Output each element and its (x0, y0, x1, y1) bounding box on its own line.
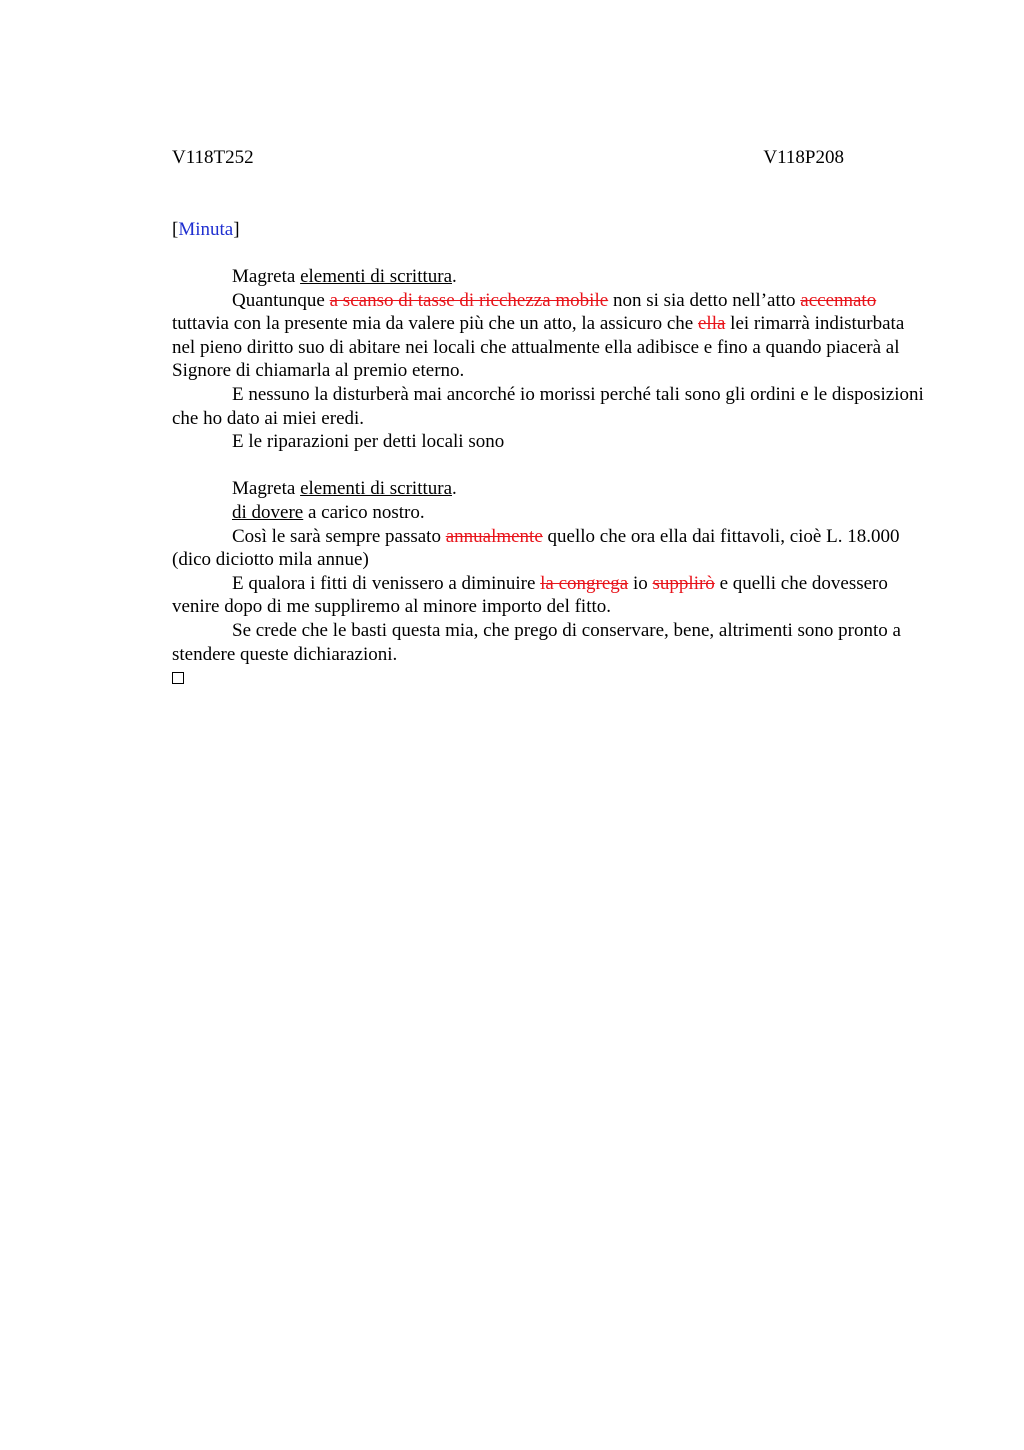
text: e quelli che dovessero venire dopo di me suppliremo al minore importo del fitto. (172, 572, 888, 618)
text: Quantunque (232, 289, 330, 311)
deleted-text: supplirò (652, 572, 715, 594)
deleted-text: la congrega (540, 572, 629, 594)
underlined-text: di dovere (232, 501, 304, 523)
text: Se crede che le basti questa mia, che prego di conservare, bene, altrimenti sono pronto a stendere queste dichiarazioni. (172, 619, 901, 665)
text: tuttavia con la presente mia da valere più che un atto, la assicuro che (172, 313, 698, 335)
close-bracket: ] (233, 219, 240, 240)
text: E le riparazioni per detti locali sono (232, 431, 505, 453)
text: a carico nostro. (303, 501, 425, 523)
open-bracket: [ (172, 219, 179, 240)
paragraph-8 (172, 572, 932, 619)
section-label (172, 218, 240, 242)
text: Magreta (232, 478, 301, 500)
paragraph-3 (172, 383, 932, 430)
text: Magreta (232, 266, 301, 287)
deleted-text: accennato (800, 289, 877, 311)
text: . (452, 266, 457, 287)
text: . (452, 478, 457, 500)
letter-body (172, 265, 932, 691)
deleted-text: ella (697, 313, 726, 335)
minuta-label: Minuta (178, 219, 234, 240)
end-mark-box-icon (172, 666, 932, 691)
paragraph-9 (172, 619, 932, 666)
paragraph-4 (172, 430, 932, 454)
left-code: V118T252 (172, 147, 254, 168)
text: Così le sarà sempre passato (232, 525, 446, 547)
paragraph-5 (172, 477, 932, 501)
paragraph-2 (172, 289, 932, 383)
underlined-text: elementi di scrittura (300, 266, 453, 287)
text: E qualora i fitti di venissero a diminuire (232, 572, 541, 594)
text: non si sia detto nell’atto (608, 289, 801, 311)
text: io (628, 572, 653, 594)
underlined-text: elementi di scrittura (300, 478, 453, 500)
paragraph-6 (172, 501, 932, 525)
deleted-text: annualmente (445, 525, 543, 547)
paragraph-7 (172, 525, 932, 572)
right-code: V118P208 (763, 147, 844, 168)
deleted-text: a scanso di tasse di ricchezza mobile (329, 289, 609, 311)
text: E nessuno la disturberà mai ancorché io morissi perché tali sono gli ordini e le disposizioni che ho dato ai miei eredi. (172, 383, 924, 429)
paragraph-1 (172, 265, 932, 289)
text: lei rimarrà indisturbata nel pieno diritto suo di abitare nei locali che attualmente ella adibisce e fino a quando piacerà al Signore di chiamarla al premio eterno. (172, 313, 905, 382)
text: quello che ora ella dai fittavoli, cioè L. 18.000 (dico diciotto mila annue) (172, 525, 900, 571)
